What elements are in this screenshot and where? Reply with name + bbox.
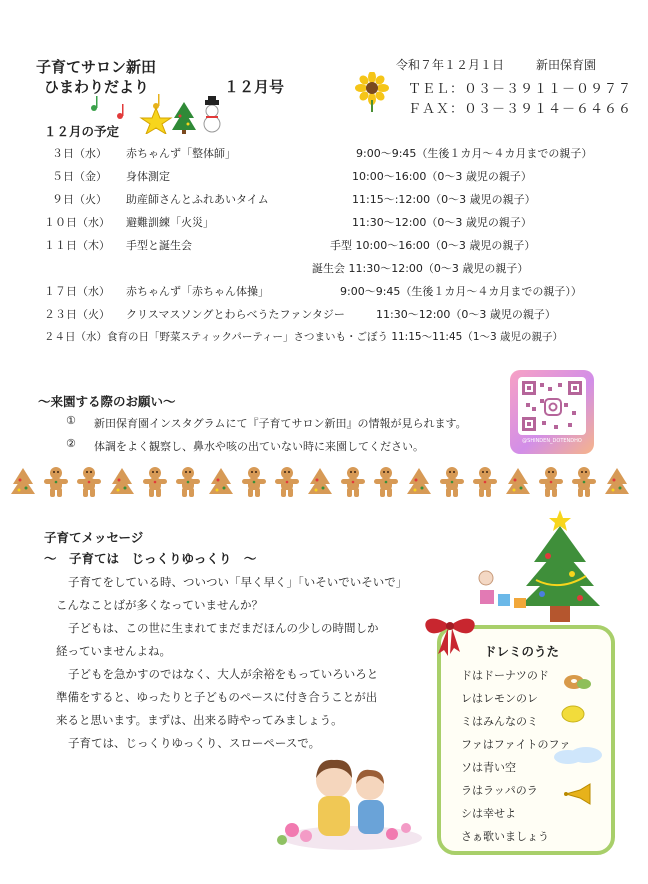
- present-icons: [480, 590, 526, 608]
- org-name: 新田保育園: [536, 58, 597, 72]
- song-line: ファはファイトのファ: [461, 738, 571, 751]
- schedule-time: 誕生会 11:30～12:00（0～3 歳児の親子）: [312, 262, 529, 275]
- message-subtitle: ～ 子育ては じっくりゆっくり ～: [44, 551, 257, 566]
- christmas-tree-icon: [208, 466, 234, 498]
- schedule-event: 赤ちゃんず「赤ちゃん体操」: [126, 285, 269, 298]
- schedule-time: 11:15～:12:00（0～3 歳児の親子）: [352, 193, 536, 206]
- message-line: こんなことばが多くなっていませんか？: [56, 598, 263, 612]
- music-note-icon: [91, 94, 160, 119]
- gingerbread-garland: [10, 464, 630, 500]
- schedule-event: 赤ちゃんず「整体師」: [126, 147, 236, 160]
- schedule-date: １１日（木）: [44, 239, 110, 252]
- gingerbread-icon: [142, 466, 168, 498]
- schedule-heading: １２月の予定: [44, 124, 120, 139]
- song-line: ラはラッパのラ: [461, 784, 538, 797]
- lemon-icon: [560, 704, 586, 724]
- message-line: 準備をすると、ゆったりと子どものペースに付き合うことが出: [56, 690, 378, 704]
- schedule-date: １７日（水）: [44, 285, 110, 298]
- instagram-qr-code[interactable]: [510, 370, 594, 454]
- donut-icon: [562, 672, 592, 692]
- issue-date: 令和７年１２月１日: [396, 58, 505, 72]
- gingerbread-icon: [373, 466, 399, 498]
- schedule-date: １０日（水）: [44, 216, 110, 229]
- christmas-tree-icon: [505, 466, 531, 498]
- christmas-tree-icon: [172, 102, 196, 134]
- title-line1: 子育てサロン新田: [36, 58, 157, 76]
- christmas-tree-icon: [307, 466, 333, 498]
- song-line: シは幸せよ: [461, 807, 516, 820]
- schedule-time: 11:30～12:00（0～3 歳児の親子）: [376, 308, 556, 321]
- schedule-date: ９日（火）: [52, 193, 107, 206]
- gingerbread-icon: [175, 466, 201, 498]
- schedule-event: 身体測定: [126, 170, 170, 183]
- request-number: ①: [66, 414, 76, 427]
- message-line: 子どもは、この世に生まれてまだまだほんの少しの時間しか: [68, 621, 379, 635]
- christmas-tree-icon: [604, 466, 630, 498]
- tel-number: ＴＥＬ：０３－３９１１－０９７７: [408, 82, 633, 97]
- message-line: 子どもを急かすのではなく、大人が余裕をもっていろいろと: [68, 667, 379, 681]
- christmas-tree-icon: [109, 466, 135, 498]
- qr-code-icon: [518, 377, 586, 435]
- song-line: ソは青い空: [461, 761, 516, 774]
- rabbit-icon: [479, 571, 493, 585]
- message-heading: 子育てメッセージ: [44, 530, 144, 545]
- gingerbread-icon: [241, 466, 267, 498]
- mother-child-illustration: [272, 740, 422, 850]
- message-line: 子育ては、じっくりゆっくり、スローペースで。: [68, 736, 321, 750]
- request-text: 体調をよく観察し、鼻水や咳の出ていない時に来園してください。: [94, 440, 424, 453]
- schedule-date: ５日（金）: [52, 170, 107, 183]
- song-line: ドはドーナツのド: [461, 669, 549, 682]
- fax-number: ＦＡＸ：０３－３９１４－６４６６: [408, 102, 633, 117]
- christmas-tree-icon: [406, 466, 432, 498]
- snowman-icon: [204, 96, 220, 132]
- requests-heading: ～来園する際のお願い～: [38, 394, 176, 409]
- song-line: さぁ歌いましょう: [461, 830, 549, 843]
- sunflower-icon: [354, 72, 390, 112]
- gingerbread-icon: [76, 466, 102, 498]
- schedule-date: ２３日（火）: [44, 308, 110, 321]
- schedule-event: 手型と誕生会: [126, 239, 192, 252]
- schedule-time: 11:30～12:00（0～3 歳児の親子）: [352, 216, 532, 229]
- gingerbread-icon: [340, 466, 366, 498]
- message-line: 子育てをしている時、ついつい「早く早く」「いそいでいそいで」: [68, 575, 408, 589]
- gingerbread-icon: [439, 466, 465, 498]
- cloud-icon: [552, 746, 604, 764]
- gingerbread-icon: [472, 466, 498, 498]
- schedule-time: 手型 10:00～16:00（0～3 歳児の親子）: [330, 239, 536, 252]
- gingerbread-icon: [43, 466, 69, 498]
- song-title: ドレミのうた: [484, 644, 560, 659]
- message-line: 経っていませんよね。: [56, 644, 171, 658]
- gingerbread-icon: [571, 466, 597, 498]
- request-number: ②: [66, 437, 76, 450]
- title-line2: ひまわりだより: [44, 78, 150, 96]
- schedule-event: 避難訓練「火災」: [126, 216, 214, 229]
- christmas-tree-illustration: [470, 506, 620, 628]
- christmas-tree-icon: [10, 466, 36, 498]
- schedule-date: ３日（水）: [52, 147, 107, 160]
- schedule-time: 9:00～9:45（生後１カ月～４カ月までの親子）: [356, 147, 593, 160]
- schedule-event: 助産師さんとふれあいタイム: [126, 193, 269, 206]
- schedule-time: 9:00～9:45（生後１カ月～４カ月までの親子））: [340, 285, 582, 298]
- song-line: レはレモンのレ: [461, 692, 538, 705]
- issue-label: １２月号: [224, 78, 285, 96]
- gingerbread-icon: [274, 466, 300, 498]
- ribbon-icon: [420, 612, 480, 656]
- schedule-event: クリスマスソングとわらべうたファンタジー: [126, 308, 345, 321]
- schedule-time: 10:00～16:00（0～3 歳児の親子）: [352, 170, 532, 183]
- song-line: ミはみんなのミ: [461, 715, 538, 728]
- trumpet-icon: [562, 782, 594, 806]
- qr-label: @SHINDEN_DOTENDHO: [522, 438, 582, 444]
- message-line: 来ると思います。まずは、出来る時やってみましょう。: [56, 713, 343, 727]
- star-icon: [141, 108, 171, 134]
- request-text: 新田保育園インスタグラムにて『子育てサロン新田』の情報が見られます。: [94, 417, 467, 430]
- schedule-last-line: ２４日（水）食育の日「野菜スティックパーティー」さつまいも・ごぼう 11:15～11:45（1～3 歳児の親子）: [44, 331, 564, 343]
- gingerbread-icon: [538, 466, 564, 498]
